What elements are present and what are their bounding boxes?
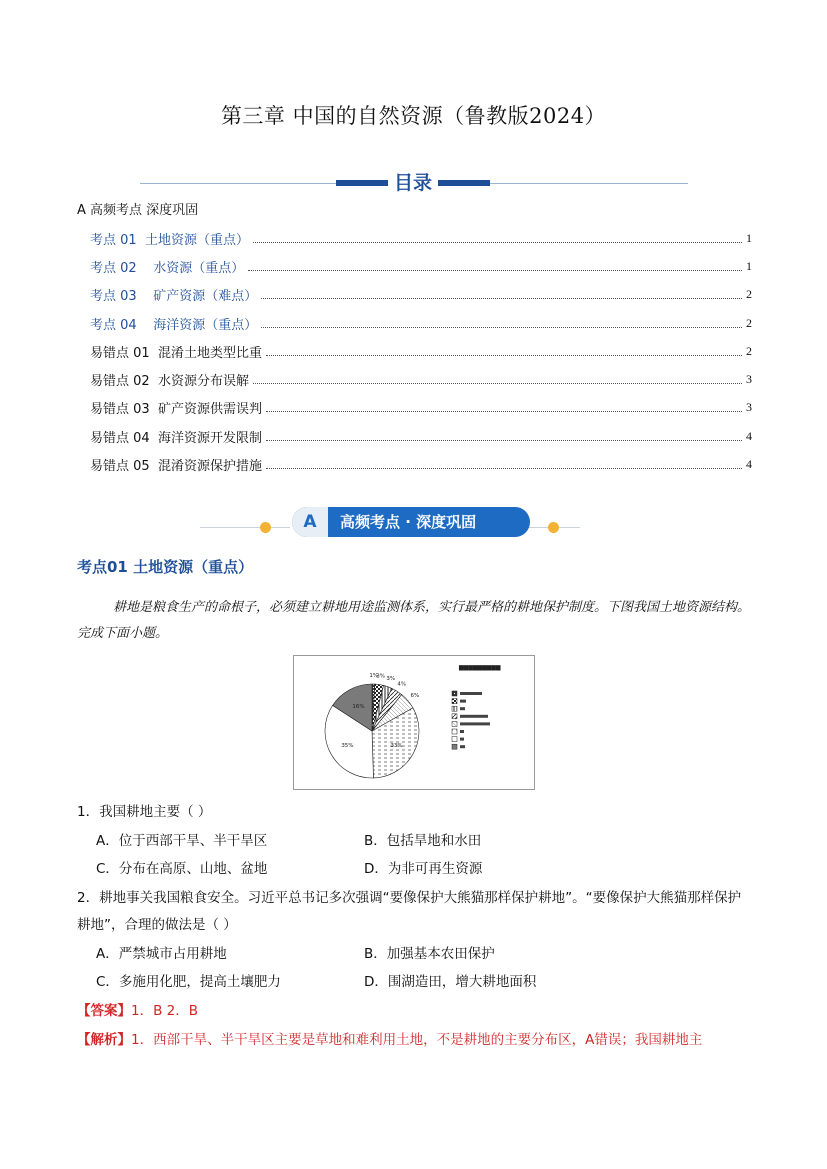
question-2-stem: 2．耕地事关我国粮食安全。习近平总书记多次强调“要像保护大熊猫那样保护耕地”。“要像保护大熊猫那样保护耕地”，合理的做法是（ ） <box>77 890 742 933</box>
toc-leader-dots <box>261 327 742 328</box>
toc-item-label: 易错点 02 水资源分布误解 <box>90 374 249 390</box>
legend-swatch <box>452 729 457 734</box>
toc-list <box>90 224 752 479</box>
toc-item[interactable] <box>90 224 752 252</box>
document-title: 第三章 中国的自然资源（鲁教版2024） <box>220 104 607 128</box>
answer-line <box>77 999 767 1019</box>
land-resource-chart <box>293 655 535 790</box>
legend-text-graphic <box>460 738 464 741</box>
toc-leader-dots <box>253 242 742 243</box>
toc-header-line-right <box>488 183 688 184</box>
toc-leader-dots <box>248 270 742 271</box>
chart-title-graphic: ▆▆▆▆▆▆▆▆▆ <box>459 664 501 671</box>
legend-swatch <box>452 706 457 711</box>
question-2-option-a[interactable]: A．严禁城市占用耕地 <box>96 946 227 962</box>
legend-text-graphic <box>460 692 482 695</box>
toc-item-label: 易错点 01 混淆土地类型比重 <box>90 345 262 361</box>
legend-swatch <box>452 691 457 696</box>
toc-item-label: 易错点 04 海洋资源开发限制 <box>90 430 262 446</box>
toc-item-label: 考点 03 矿产资源（难点） <box>90 289 258 305</box>
pie-slices <box>325 681 419 778</box>
toc-heading: 目录 <box>393 172 432 194</box>
pie-chart-svg <box>294 656 534 789</box>
toc-item-page: 1 <box>746 258 752 273</box>
legend-text-graphic <box>460 745 465 748</box>
pie-data-label: 3% <box>376 673 386 680</box>
pie-data-label: 6% <box>410 692 420 699</box>
toc-item-page: 3 <box>746 372 752 387</box>
toc-leader-dots <box>253 383 742 384</box>
toc-item-page: 3 <box>746 400 752 415</box>
analysis-line <box>77 1028 767 1048</box>
legend-text-graphic <box>460 722 490 725</box>
toc-item-page: 1 <box>746 230 752 245</box>
toc-header <box>140 170 688 194</box>
toc-item-page: 4 <box>746 428 752 443</box>
toc-leader-dots <box>266 411 742 412</box>
pie-data-label: 1% <box>369 673 379 680</box>
toc-item-label: 易错点 05 混淆资源保护措施 <box>90 459 262 475</box>
legend-swatch <box>452 721 457 726</box>
toc-item[interactable] <box>90 394 752 422</box>
toc-item[interactable] <box>90 252 752 280</box>
toc-header-bar-left <box>336 180 388 186</box>
toc-item[interactable] <box>90 450 752 478</box>
toc-item[interactable] <box>90 422 752 450</box>
toc-item-label: 易错点 03 矿产资源供需误判 <box>90 402 262 418</box>
analysis-label: 【解析】 <box>77 1032 131 1048</box>
pie-data-label: 35% <box>341 742 354 749</box>
toc-item-page: 2 <box>746 343 752 358</box>
toc-leader-dots <box>266 355 742 356</box>
chart-legend <box>452 691 490 749</box>
banner-badge: A <box>292 507 328 537</box>
toc-leader-dots <box>261 298 742 299</box>
pie-data-label: 4% <box>397 681 407 688</box>
legend-swatch <box>452 744 457 749</box>
legend-swatch <box>452 737 457 742</box>
legend-text-graphic <box>460 700 466 703</box>
section-intro: 耕地是粮食生产的命根子，必须建立耕地用途监测体系，实行最严格的耕地保护制度。下图我国土地资源结构。完成下面小题。 <box>77 600 751 641</box>
toc-section-label: A 高频考点 深度巩固 <box>77 203 199 218</box>
toc-item-page: 2 <box>746 315 752 330</box>
toc-header-bar-right <box>438 180 490 186</box>
question-1-stem: 1．我国耕地主要（ ） <box>77 804 212 820</box>
toc-leader-dots <box>266 440 742 441</box>
toc-item-label: 考点 02 水资源（重点） <box>90 260 245 276</box>
analysis-text: 1．西部干旱、半干旱区主要是草地和难利用土地，不是耕地的主要分布区，A错误；我国耕地主 <box>131 1032 703 1048</box>
pie-data-label: 16% <box>352 704 365 711</box>
banner-dot-right <box>548 522 559 533</box>
toc-item-page: 4 <box>746 457 752 472</box>
question-2-option-c[interactable]: C．多施用化肥，提高土壤肥力 <box>96 974 281 990</box>
toc-item-page: 2 <box>746 287 752 302</box>
question-2-option-d[interactable]: D．围湖造田，增大耕地面积 <box>364 974 537 990</box>
legend-text-graphic <box>460 730 464 733</box>
answer-text: 1．B 2．B <box>131 1003 198 1019</box>
section-banner <box>200 505 620 539</box>
banner-line-left <box>200 527 290 528</box>
toc-item[interactable] <box>90 337 752 365</box>
legend-text-graphic <box>460 715 488 718</box>
legend-swatch <box>452 714 457 719</box>
banner-text: 高频考点 · 深度巩固 <box>340 513 477 531</box>
question-1-option-c[interactable]: C．分布在高原、山地、盆地 <box>96 861 268 877</box>
question-1-option-d[interactable]: D．为非可再生资源 <box>364 861 483 877</box>
answer-label: 【答案】 <box>77 1003 131 1019</box>
pie-data-label: 33% <box>390 742 403 749</box>
banner-dot-left <box>260 522 271 533</box>
legend-text-graphic <box>460 707 465 710</box>
legend-swatch <box>452 699 457 704</box>
toc-leader-dots <box>266 468 742 469</box>
toc-item[interactable] <box>90 365 752 393</box>
toc-item[interactable] <box>90 281 752 309</box>
toc-item-label: 考点 01 土地资源（重点） <box>90 232 249 248</box>
toc-item-label: 考点 04 海洋资源（重点） <box>90 317 258 333</box>
section-heading: 考点01 土地资源（重点） <box>77 558 254 576</box>
toc-item[interactable] <box>90 309 752 337</box>
question-2-option-b[interactable]: B．加强基本农田保护 <box>364 946 495 962</box>
question-1-option-a[interactable]: A．位于西部干旱、半干旱区 <box>96 833 268 849</box>
toc-header-line-left <box>140 183 340 184</box>
question-1-option-b[interactable]: B．包括旱地和水田 <box>364 833 482 849</box>
pie-data-label: 3% <box>386 676 396 683</box>
